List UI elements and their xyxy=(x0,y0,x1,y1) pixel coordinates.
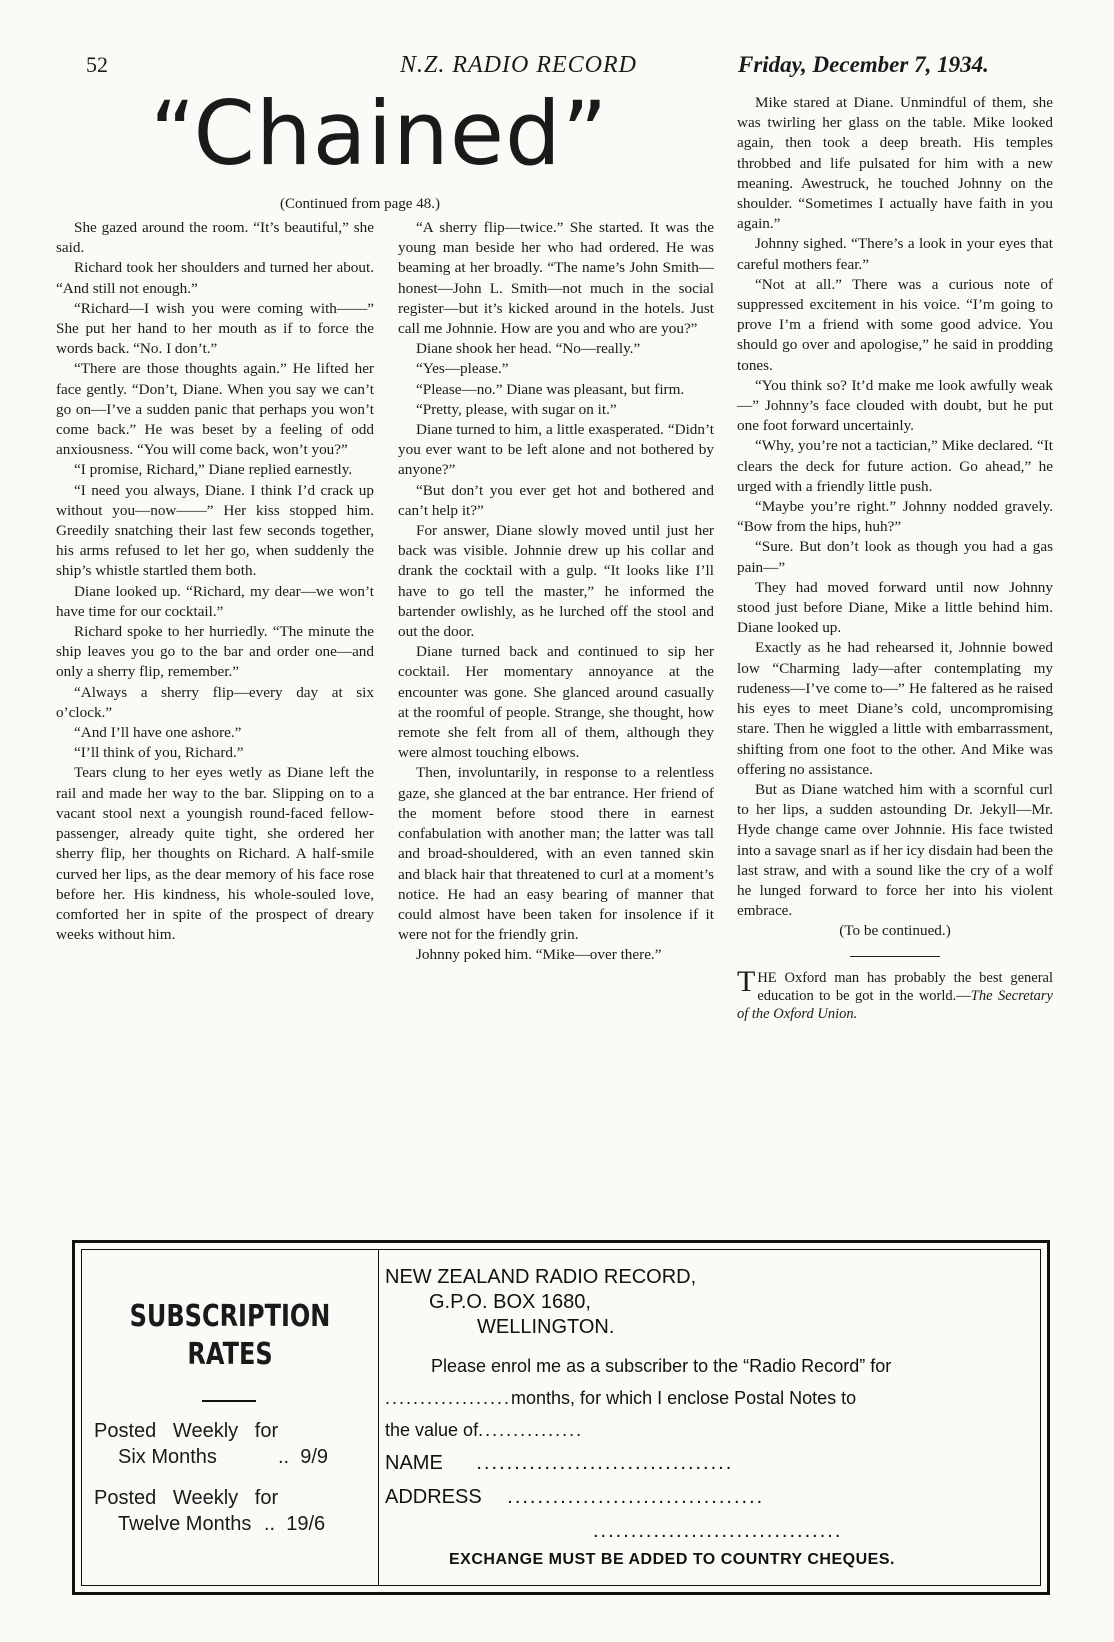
address-label: ADDRESS xyxy=(385,1486,482,1508)
paragraph: “Richard—I wish you were coming with——” She put her hand to her mouth as if to force the words back. “No. I don’t.” xyxy=(56,299,374,358)
name-label: NAME xyxy=(385,1452,443,1474)
paragraph: Mike stared at Diane. Unmindful of them, she was twirling her glass on the table. Mike looked again, then took a deep breath. His temples throbbed and life pulsated for him with a new meaning. Awestruck, he touched Johnny on the shoulder. “Sometimes I actually have faith in you again.” xyxy=(737,94,1053,233)
address-blank-2[interactable]: ................................. xyxy=(593,1520,843,1542)
story-column-1 xyxy=(56,218,374,945)
paragraph: “Maybe you’re right.” Johnny nodded gravely. “Bow from the hips, huh?” xyxy=(737,498,1053,536)
paragraph: “I’ll think of you, Richard.” xyxy=(74,744,244,762)
paragraph: They had moved forward until now Johnny stood just before Diane, Mike a little behind him. Diane looked up. xyxy=(737,578,1053,637)
months-blank[interactable]: .................. xyxy=(385,1388,512,1408)
continued-note: (Continued from page 48.) xyxy=(280,196,440,212)
rates-divider xyxy=(202,1400,256,1402)
rate2-label: Posted Weekly for xyxy=(94,1487,279,1509)
paragraph: “I promise, Richard,” Diane replied earnestly. xyxy=(74,461,353,479)
months-line xyxy=(385,1388,856,1409)
quote-text: HE Oxford man has probably the best general education to be got in the world.— xyxy=(757,969,1053,1004)
paragraph: “You think so? It’d make me look awfully weak—” Johnny’s face clouded with doubt, but he put one foot forward uncertainly. xyxy=(737,376,1053,435)
exchange-note: EXCHANGE MUST BE ADDED TO COUNTRY CHEQUES. xyxy=(449,1551,895,1568)
rates-title-line2: RATES xyxy=(187,1337,273,1372)
story-column-2 xyxy=(398,218,714,966)
paragraph: “Always a sherry flip—every day at six o’clock.” xyxy=(56,683,374,721)
to-be-continued: (To be continued.) xyxy=(839,922,951,940)
paragraph: Johnny sighed. “There’s a look in your eyes that careful mothers fear.” xyxy=(737,235,1053,273)
subscription-box xyxy=(72,1240,1050,1595)
story-column-3 xyxy=(737,93,1053,1023)
story-title: “Chained” xyxy=(150,82,609,185)
rate2-period: Twelve Months xyxy=(118,1513,252,1535)
address-line-1: NEW ZEALAND RADIO RECORD, xyxy=(385,1266,697,1288)
publication-name: N.Z. RADIO RECORD xyxy=(400,52,637,78)
subscription-box-inner xyxy=(81,1249,1041,1586)
rates-title-line1: SUBSCRIPTION xyxy=(129,1299,331,1334)
paragraph: Johnny poked him. “Mike—over there.” xyxy=(416,946,662,964)
name-line xyxy=(385,1452,733,1475)
paragraph: Diane turned back and continued to sip her cocktail. Her momentary annoyance at the encounter was gone. She glanced around casually at the roomful of people. Strange, she thought, how remote she felt from all of them, although they were almost touching elbows. xyxy=(398,643,714,762)
rate1-price: .. 9/9 xyxy=(278,1446,329,1468)
paragraph: “I need you always, Diane. I think I’d crack up without you—now——” Her kiss stopped him. Greedily snatching their last few seconds together, his arms refused to let her go, when suddenly the ship’s whistle startled them both. xyxy=(56,481,374,580)
subscription-form xyxy=(379,1250,1040,1585)
value-blank[interactable]: ............... xyxy=(478,1420,584,1440)
paragraph: “A sherry flip—twice.” She started. It was the young man beside her who had ordered. He was beaming at her broadly. “The name’s John Smith—honest—John L. Smith—not much in the social register—but it’s kicked around in the hotels. Just call me Johnnie. How are you and who are you?” xyxy=(398,219,714,338)
paragraph: “But don’t you ever get hot and bothered and can’t help it?” xyxy=(398,481,714,519)
issue-date: Friday, December 7, 1934. xyxy=(738,52,989,77)
value-line xyxy=(385,1420,583,1441)
paragraph: Richard took her shoulders and turned her about. “And still not enough.” xyxy=(56,259,374,297)
paragraph: Richard spoke to her hurriedly. “The minute the ship leaves you go to the bar and order one—and only a sherry flip, remember.” xyxy=(56,623,374,681)
paragraph: Diane looked up. “Richard, my dear—we won’t have time for our cocktail.” xyxy=(56,582,374,620)
paragraph: “Pretty, please, with sugar on it.” xyxy=(416,400,617,418)
filler-quote xyxy=(737,964,1053,1023)
paragraph: Tears clung to her eyes wetly as Diane left the rail and made her way to the bar. Slipping on to a vacant stool next a youngish round-faced fellow-passenger, already quite tight, she ordered her sherry flip, her thoughts on Richard. A half-smile curved her lips, as the dear memory of his face rose before her. His kindness, his whole-souled love, comforted her in spite of the prospect of dreary weeks without him. xyxy=(56,764,374,944)
divider xyxy=(850,956,940,957)
paragraph: For answer, Diane slowly moved until just her back was visible. Johnnie drew up his collar and drank the cocktail with a gulp. “It looks like I’ll have to go tell the master,” he informed the bartender owlishly, as he lurched off the stool and out the door. xyxy=(398,522,714,641)
paragraph: Diane turned to him, a little exasperated. “Didn’t you ever want to be left alone and not bothered by anyone?” xyxy=(398,421,714,479)
enrol-text: Please enrol me as a subscriber to the “Radio Record” for xyxy=(431,1356,892,1376)
paragraph: “Sure. But don’t look as though you had a gas pain—” xyxy=(737,538,1053,576)
paragraph: “And I’ll have one ashore.” xyxy=(74,724,242,742)
page-header xyxy=(0,52,1114,86)
paragraph: “Why, you’re not a tactician,” Mike declared. “It clears the deck for future action. Go ahead,” he urged with a friendly little push. xyxy=(737,437,1053,495)
rate1-label: Posted Weekly for xyxy=(94,1420,279,1442)
address-line-extra xyxy=(593,1520,842,1543)
name-blank[interactable]: .................................. xyxy=(476,1452,734,1474)
address-line xyxy=(385,1486,764,1509)
months-text: months, for which I enclose Postal Notes to xyxy=(511,1388,857,1408)
rates-title xyxy=(112,1298,349,1374)
paragraph: “There are those thoughts again.” He lifted her face gently. “Don’t, Diane. When you say we can’t go on—I’ve a sudden panic that perhaps you won’t come back.” He was beset by a feeling of odd anxiousness. “You will come back, won’t you?” xyxy=(56,360,374,459)
address-blank[interactable]: .................................. xyxy=(507,1486,765,1508)
quote-attribution: The Secretary of the Oxford Union. xyxy=(737,987,1053,1022)
page-number: 52 xyxy=(86,52,108,77)
drop-cap: T xyxy=(737,964,756,998)
rate2-price: .. 19/6 xyxy=(264,1513,326,1535)
value-label: the value of xyxy=(385,1420,479,1440)
subscription-rates xyxy=(82,1250,378,1585)
address-line-3: WELLINGTON. xyxy=(477,1316,615,1338)
paragraph: “Not at all.” There was a curious note of suppressed excitement in his voice. “I’m going to prove I’m a friend with some good advice. You should go over and apologise,” he said in prodding tones. xyxy=(737,275,1053,374)
paragraph: “Please—no.” Diane was pleasant, but firm. xyxy=(416,380,685,398)
paragraph: Diane shook her head. “No—really.” xyxy=(416,340,641,358)
rate1-period: Six Months xyxy=(118,1446,217,1468)
paragraph: But as Diane watched him with a scornful curl to her lips, a sudden astounding Dr. Jekyll—Mr. Hyde change came over Johnnie. His face twisted into a savage snarl as if her icy disdain had been the last straw, and with a sound like the cry of a wolf he lunged forward to force her into his violent embrace. xyxy=(737,780,1053,920)
paragraph: Then, involuntarily, in response to a relentless gaze, she glanced at the bar entrance. Her friend of the moment before stood there in earnest confabulation with another man; the latter was tall and broad-shouldered, with an even tanned skin and black hair that threatened to curl at a moment’s notice. He had an easy bearing of manner that could almost have been taken for insolence if it were not for the friendly grin. xyxy=(398,764,714,944)
paragraph: Exactly as he had rehearsed it, Johnnie bowed low “Charming lady—after contemplating my rudeness—I’ve come to—” He faltered as he raised his eyes to meet Diane’s cold, uncompromising stare. Then he wiggled a little with embarrassment, shifting from one foot to the other. And Mike was offering no assistance. xyxy=(737,639,1053,778)
paragraph: She gazed around the room. “It’s beautiful,” she said. xyxy=(56,219,374,257)
address-line-2: G.P.O. BOX 1680, xyxy=(429,1291,591,1313)
paragraph: “Yes—please.” xyxy=(416,360,509,378)
